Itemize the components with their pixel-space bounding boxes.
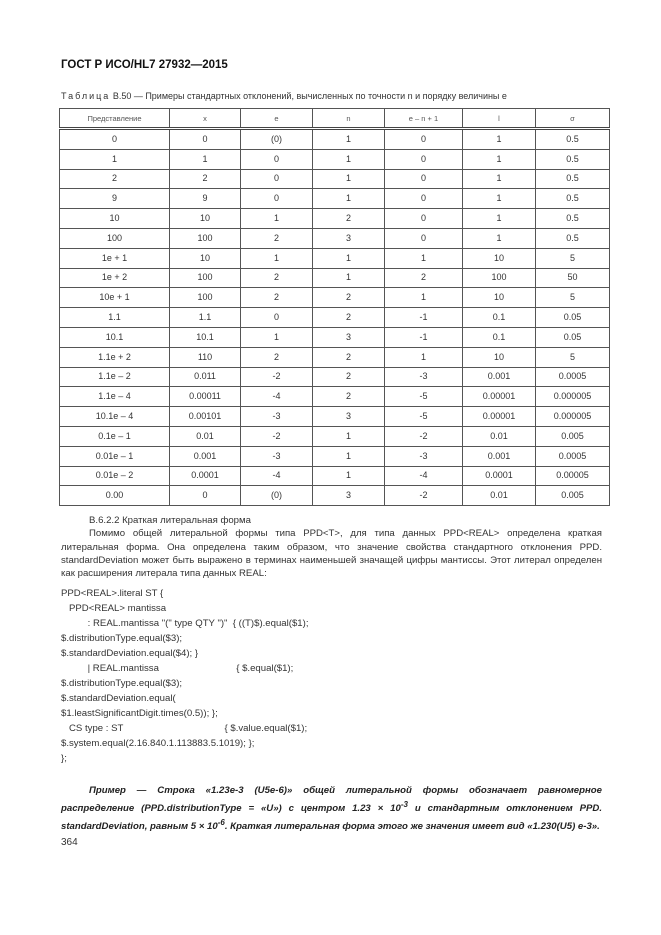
table-cell: 0 bbox=[241, 169, 313, 189]
column-header: l bbox=[463, 109, 536, 129]
table-cell: 100 bbox=[170, 228, 241, 248]
table-cell: 1 bbox=[313, 248, 385, 268]
table-caption bbox=[61, 90, 602, 102]
table-cell: 1 bbox=[60, 149, 170, 169]
table-cell: 0.0005 bbox=[536, 367, 610, 387]
table-row bbox=[60, 407, 610, 427]
table-cell: 9 bbox=[170, 189, 241, 209]
example-note bbox=[61, 784, 602, 833]
table-cell: -2 bbox=[385, 486, 463, 506]
table-cell: 0.000005 bbox=[536, 387, 610, 407]
table-cell: 1 bbox=[313, 268, 385, 288]
table-cell: 2 bbox=[313, 347, 385, 367]
table-cell: -1 bbox=[385, 308, 463, 328]
table-cell: -3 bbox=[241, 446, 313, 466]
table-row bbox=[60, 268, 610, 288]
exponent: -3 bbox=[400, 799, 408, 809]
table-row bbox=[60, 367, 610, 387]
table-cell: 10 bbox=[170, 209, 241, 229]
table-cell: 2 bbox=[313, 387, 385, 407]
table-cell: 0 bbox=[241, 149, 313, 169]
table-cell: 0.00001 bbox=[463, 407, 536, 427]
table-cell: -4 bbox=[241, 387, 313, 407]
table-cell: 5 bbox=[536, 288, 610, 308]
table-row bbox=[60, 387, 610, 407]
exponent: -6 bbox=[217, 817, 225, 827]
table-cell: 1.1e – 4 bbox=[60, 387, 170, 407]
table-cell: 0.01e – 1 bbox=[60, 446, 170, 466]
table-cell: 0.5 bbox=[536, 209, 610, 229]
table-cell: 1 bbox=[313, 446, 385, 466]
table-cell: 0.005 bbox=[536, 486, 610, 506]
table-row bbox=[60, 347, 610, 367]
table-cell: 0.001 bbox=[463, 446, 536, 466]
code-line: CS type : ST { $.value.equal($1); bbox=[61, 723, 308, 735]
table-cell: 0.5 bbox=[536, 169, 610, 189]
code-line: PPD<REAL>.literal ST { bbox=[61, 588, 164, 600]
table-cell: 0.5 bbox=[536, 228, 610, 248]
table-cell: 100 bbox=[463, 268, 536, 288]
code-line: }; bbox=[61, 753, 67, 765]
caption-text: В.50 — Примеры стандартных отклонений, вычисленных по точности n и порядку величины e bbox=[112, 91, 507, 101]
table-row bbox=[60, 248, 610, 268]
code-line: $.standardDeviation.equal($4); } bbox=[61, 648, 199, 660]
table-cell: 0 bbox=[385, 129, 463, 150]
table-header-row bbox=[60, 109, 610, 129]
table-cell: 0.011 bbox=[170, 367, 241, 387]
table-row bbox=[60, 327, 610, 347]
table-cell: 10.1 bbox=[60, 327, 170, 347]
table-cell: -3 bbox=[241, 407, 313, 427]
table-cell: 0.0001 bbox=[170, 466, 241, 486]
section bbox=[61, 514, 602, 580]
table-cell: 0 bbox=[170, 129, 241, 150]
table-cell: 1 bbox=[463, 228, 536, 248]
page-number: 364 bbox=[61, 837, 78, 849]
table-cell: -2 bbox=[241, 367, 313, 387]
code-line: $.system.equal(2.16.840.1.113883.5.1019); }; bbox=[61, 738, 255, 750]
table-cell: 0.1 bbox=[463, 308, 536, 328]
table-cell: 1 bbox=[313, 426, 385, 446]
table-cell: 1 bbox=[313, 149, 385, 169]
table-cell: 10 bbox=[463, 347, 536, 367]
table-cell: 0.05 bbox=[536, 308, 610, 328]
table-cell: 1 bbox=[241, 209, 313, 229]
table-cell: 1 bbox=[385, 288, 463, 308]
table-cell: 10.1 bbox=[170, 327, 241, 347]
table-cell: 3 bbox=[313, 327, 385, 347]
table-row bbox=[60, 446, 610, 466]
table-cell: 1 bbox=[241, 327, 313, 347]
table-cell: 2 bbox=[313, 288, 385, 308]
example-text: и стандартным отклонением PPD. standardDeviation, равным 5 × 10 bbox=[61, 802, 602, 832]
table-cell: 0.00001 bbox=[463, 387, 536, 407]
table-row bbox=[60, 486, 610, 506]
table-cell: 3 bbox=[313, 228, 385, 248]
table-cell: 100 bbox=[170, 268, 241, 288]
table-cell: 0.000005 bbox=[536, 407, 610, 427]
table-cell: 2 bbox=[385, 268, 463, 288]
table-cell: 1 bbox=[313, 466, 385, 486]
table-cell: 10 bbox=[170, 248, 241, 268]
table-cell: 0.0001 bbox=[463, 466, 536, 486]
table-cell: 0 bbox=[385, 228, 463, 248]
table-cell: -3 bbox=[385, 446, 463, 466]
table-cell: -5 bbox=[385, 387, 463, 407]
table-cell: 2 bbox=[60, 169, 170, 189]
table-cell: 1 bbox=[313, 189, 385, 209]
column-header: e – n + 1 bbox=[385, 109, 463, 129]
table-cell: -2 bbox=[385, 426, 463, 446]
table-row bbox=[60, 466, 610, 486]
table-cell: 2 bbox=[313, 209, 385, 229]
table-row bbox=[60, 129, 610, 150]
table-cell: 9 bbox=[60, 189, 170, 209]
column-header: e bbox=[241, 109, 313, 129]
code-line: $1.leastSignificantDigit.times(0.5)); }; bbox=[61, 708, 218, 720]
table-cell: -2 bbox=[241, 426, 313, 446]
table-cell: 0.00 bbox=[60, 486, 170, 506]
table-row bbox=[60, 209, 610, 229]
table-cell: -3 bbox=[385, 367, 463, 387]
table-cell: 0 bbox=[385, 149, 463, 169]
table-cell: 10.1e – 4 bbox=[60, 407, 170, 427]
table-cell: 0.00101 bbox=[170, 407, 241, 427]
data-table bbox=[59, 108, 610, 506]
table-cell: 1 bbox=[463, 129, 536, 150]
table-cell: 2 bbox=[313, 308, 385, 328]
table-cell: 0 bbox=[170, 486, 241, 506]
table-cell: -1 bbox=[385, 327, 463, 347]
table-cell: 0.05 bbox=[536, 327, 610, 347]
table-cell: 5 bbox=[536, 347, 610, 367]
section-paragraph: Помимо общей литеральной формы типа PPD<T>, для типа данных PPD<REAL> определена краткая литеральная форма. Она определена таким образом, что значение свойства стандартного отклонения PPD. standardDeviation может быть выражено в терминах наименьшей значащей цифры мантиссы. Этот литерал определен как расширения литерала типа данных REAL: bbox=[61, 528, 602, 579]
table-cell: 0.0005 bbox=[536, 446, 610, 466]
table-cell: 0.1 bbox=[463, 327, 536, 347]
table-row bbox=[60, 426, 610, 446]
code-line: $.distributionType.equal($3); bbox=[61, 633, 183, 645]
table-row bbox=[60, 288, 610, 308]
table-cell: 2 bbox=[241, 268, 313, 288]
table-cell: 0.001 bbox=[463, 367, 536, 387]
code-line: | REAL.mantissa { $.equal($1); bbox=[61, 663, 294, 675]
page-content bbox=[59, 58, 602, 849]
code-line: : REAL.mantissa "(" type QTY ")" { ((T)$).equal($1); bbox=[61, 618, 309, 630]
caption-prefix: Таблица bbox=[61, 91, 111, 101]
column-header: n bbox=[313, 109, 385, 129]
table-cell: 1 bbox=[170, 149, 241, 169]
table-cell: 0.01 bbox=[170, 426, 241, 446]
table-cell: 110 bbox=[170, 347, 241, 367]
table-cell: 1 bbox=[241, 248, 313, 268]
table-cell: 100 bbox=[60, 228, 170, 248]
table-cell: (0) bbox=[241, 129, 313, 150]
table-cell: 0.01e – 2 bbox=[60, 466, 170, 486]
table-row bbox=[60, 169, 610, 189]
table-cell: 10e + 1 bbox=[60, 288, 170, 308]
table-cell: 1e + 2 bbox=[60, 268, 170, 288]
table-cell: 10 bbox=[463, 248, 536, 268]
code-line: PPD<REAL> mantissa bbox=[61, 603, 167, 615]
table-cell: 1 bbox=[385, 347, 463, 367]
table-cell: 0 bbox=[241, 189, 313, 209]
table-cell: 0.001 bbox=[170, 446, 241, 466]
table-cell: 0 bbox=[385, 209, 463, 229]
table-cell: 0.01 bbox=[463, 426, 536, 446]
table-cell: 0.5 bbox=[536, 189, 610, 209]
table-cell: 1 bbox=[463, 189, 536, 209]
table-cell: 1 bbox=[313, 129, 385, 150]
table-cell: 0.5 bbox=[536, 129, 610, 150]
table-cell: -5 bbox=[385, 407, 463, 427]
table-cell: 0.1e – 1 bbox=[60, 426, 170, 446]
table-cell: 2 bbox=[170, 169, 241, 189]
table-cell: -4 bbox=[241, 466, 313, 486]
table-cell: 2 bbox=[241, 288, 313, 308]
table-cell: 1 bbox=[463, 169, 536, 189]
table-cell: 1 bbox=[463, 209, 536, 229]
table-cell: 2 bbox=[241, 228, 313, 248]
table-cell: 1.1 bbox=[170, 308, 241, 328]
code-block bbox=[61, 586, 602, 766]
table-cell: 1.1e + 2 bbox=[60, 347, 170, 367]
example-text: . Краткая литеральная форма этого же значения имеет вид «1.230(U5) e-3». bbox=[224, 820, 600, 832]
table-cell: 0 bbox=[60, 129, 170, 150]
table-row bbox=[60, 308, 610, 328]
table-cell: 2 bbox=[313, 367, 385, 387]
table-cell: -4 bbox=[385, 466, 463, 486]
table-row bbox=[60, 189, 610, 209]
column-header: Представление bbox=[60, 109, 170, 129]
table-body bbox=[60, 129, 610, 506]
table-cell: 1e + 1 bbox=[60, 248, 170, 268]
table-cell: 1 bbox=[463, 149, 536, 169]
section-heading: В.6.2.2 Краткая литеральная форма bbox=[89, 515, 251, 527]
example-text: Пример — Строка «1.23e-3 (U5e-6)» общей литеральной формы обозначает равномерное распределение (PPD.distributionType = «U») с центром 1.23 × 10 bbox=[61, 785, 602, 814]
table-cell: 50 bbox=[536, 268, 610, 288]
table-cell: (0) bbox=[241, 486, 313, 506]
table-cell: 0 bbox=[385, 189, 463, 209]
table-cell: 0 bbox=[385, 169, 463, 189]
table-cell: 0.01 bbox=[463, 486, 536, 506]
table-cell: 1 bbox=[313, 169, 385, 189]
table-cell: 0 bbox=[241, 308, 313, 328]
table-cell: 5 bbox=[536, 248, 610, 268]
table-cell: 2 bbox=[241, 347, 313, 367]
document-header: ГОСТ Р ИСО/HL7 27932—2015 bbox=[61, 59, 228, 71]
column-header: x bbox=[170, 109, 241, 129]
code-line: $.distributionType.equal($3); bbox=[61, 678, 183, 690]
table-cell: 10 bbox=[463, 288, 536, 308]
table-cell: 3 bbox=[313, 407, 385, 427]
table-cell: 100 bbox=[170, 288, 241, 308]
table-cell: 0.00005 bbox=[536, 466, 610, 486]
table-cell: 1.1 bbox=[60, 308, 170, 328]
column-header: σ bbox=[536, 109, 610, 129]
table-cell: 0.5 bbox=[536, 149, 610, 169]
table-cell: 1.1e – 2 bbox=[60, 367, 170, 387]
table-cell: 0.005 bbox=[536, 426, 610, 446]
table-cell: 1 bbox=[385, 248, 463, 268]
table-cell: 0.00011 bbox=[170, 387, 241, 407]
table-cell: 3 bbox=[313, 486, 385, 506]
table-cell: 10 bbox=[60, 209, 170, 229]
table-row bbox=[60, 228, 610, 248]
table-row bbox=[60, 149, 610, 169]
code-line: $.standardDeviation.equal( bbox=[61, 693, 176, 705]
